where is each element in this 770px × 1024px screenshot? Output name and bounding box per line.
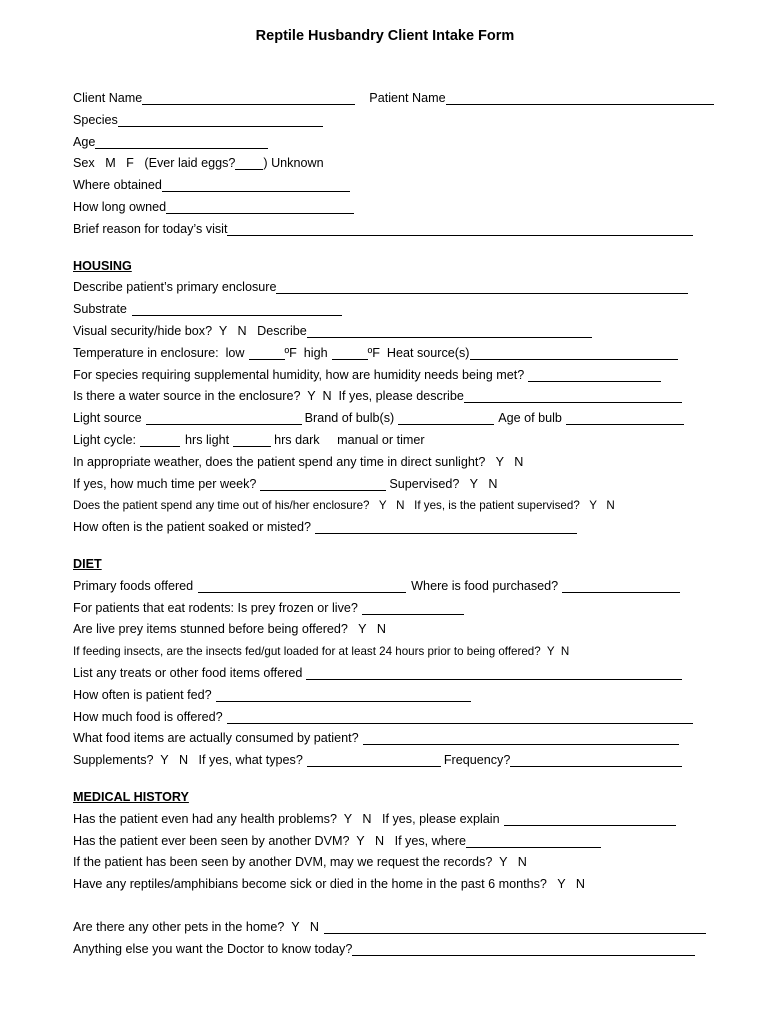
diet-heading: DIET xyxy=(73,556,102,571)
form-title: Reptile Husbandry Client Intake Form xyxy=(255,28,515,44)
treats-field[interactable] xyxy=(306,665,682,680)
age-label: Age xyxy=(73,134,96,149)
sex-label: Sex M F (Ever laid eggs? xyxy=(73,156,236,171)
bulb-age-label: Age of bulb xyxy=(498,411,562,426)
patient-name-field[interactable] xyxy=(446,90,714,105)
how-often-fed-field[interactable] xyxy=(216,687,471,702)
soaked-row xyxy=(73,517,733,539)
light-cycle-label: Light cycle: xyxy=(73,432,136,447)
enclosure-row xyxy=(73,277,733,299)
where-obtained-field[interactable] xyxy=(162,177,350,192)
supervised-label: Supervised? Y N xyxy=(389,476,498,491)
sun-time-row xyxy=(73,474,733,496)
sick-reptiles-row xyxy=(73,874,733,896)
species-row xyxy=(73,110,733,132)
water-label: Is there a water source in the enclosure? Y N If yes, please describe xyxy=(73,389,464,404)
bulb-age-field[interactable] xyxy=(566,410,684,425)
primary-foods-field[interactable] xyxy=(198,578,406,593)
enclosure-field[interactable] xyxy=(276,279,688,294)
temp-low-label: Temperature in enclosure: low xyxy=(73,345,245,360)
light-source-label: Light source xyxy=(73,411,142,426)
sex-row xyxy=(73,153,733,175)
humidity-row xyxy=(73,365,733,387)
how-much-food-field[interactable] xyxy=(227,709,693,724)
humidity-field[interactable] xyxy=(528,367,661,382)
sunlight-label: In appropriate weather, does the patient spend any time in direct sunlight? Y N xyxy=(73,454,524,469)
sick-reptiles-label: Have any reptiles/amphibians become sick or died in the home in the past 6 months? Y N xyxy=(73,877,585,892)
heat-source-label: ºF Heat source(s) xyxy=(367,345,470,360)
temp-high-field[interactable] xyxy=(332,345,368,360)
anything-else-label: Anything else you want the Doctor to know today? xyxy=(73,941,353,956)
other-pets-field[interactable] xyxy=(324,919,706,934)
prey-field[interactable] xyxy=(362,600,464,615)
hours-light-label: hrs light xyxy=(185,432,230,447)
hours-dark-label: hrs dark manual or timer xyxy=(274,432,425,447)
hours-light-field[interactable] xyxy=(140,432,180,447)
sunlight-row xyxy=(73,452,733,474)
reason-row xyxy=(73,219,733,241)
species-field[interactable] xyxy=(118,112,323,127)
where-obtained-label: Where obtained xyxy=(73,178,162,193)
supplements-row xyxy=(73,750,733,772)
other-dvm-row xyxy=(73,831,733,853)
gut-loaded-row xyxy=(73,641,733,663)
gut-loaded-label: If feeding insects, are the insects fed/gut loaded for at least 24 hours prior to being offered? Y N xyxy=(73,645,570,659)
light-source-row xyxy=(73,408,733,430)
out-enclosure-label: Does the patient spend any time out of his/her enclosure? Y N If yes, is the patient supervised? Y N xyxy=(73,499,615,513)
light-cycle-row xyxy=(73,430,733,452)
visual-security-label: Visual security/hide box? Y N Describe xyxy=(73,323,307,338)
prey-row xyxy=(73,598,733,620)
temperature-row xyxy=(73,343,733,365)
bulb-brand-field[interactable] xyxy=(398,410,494,425)
bulb-brand-label: Brand of bulb(s) xyxy=(304,411,395,426)
temp-high-label: ºF high xyxy=(284,345,328,360)
water-row xyxy=(73,386,733,408)
sun-time-field[interactable] xyxy=(260,476,386,491)
stunned-row xyxy=(73,619,733,641)
sun-time-label: If yes, how much time per week? xyxy=(73,476,257,491)
records-row xyxy=(73,852,733,874)
heat-source-field[interactable] xyxy=(470,345,678,360)
health-problems-row xyxy=(73,809,733,831)
anything-else-row xyxy=(73,939,733,961)
frequency-field[interactable] xyxy=(510,752,682,767)
enclosure-label: Describe patient’s primary enclosure xyxy=(73,280,277,295)
health-problems-field[interactable] xyxy=(504,811,676,826)
intake-form xyxy=(73,88,733,960)
substrate-label: Substrate xyxy=(73,302,127,317)
food-purchased-field[interactable] xyxy=(562,578,680,593)
substrate-row xyxy=(73,299,733,321)
species-label: Species xyxy=(73,112,118,127)
other-dvm-field[interactable] xyxy=(466,833,601,848)
supplements-label: Supplements? Y N If yes, what types? xyxy=(73,753,303,768)
sex-unknown-label: ) Unknown xyxy=(263,156,324,171)
how-much-food-label: How much food is offered? xyxy=(73,709,223,724)
records-label: If the patient has been seen by another DVM, may we request the records? Y N xyxy=(73,855,527,870)
patient-name-label: Patient Name xyxy=(369,91,446,105)
how-long-owned-label: How long owned xyxy=(73,199,167,214)
other-dvm-label: Has the patient ever been seen by another DVM? Y N If yes, where xyxy=(73,833,466,848)
where-obtained-row xyxy=(73,175,733,197)
client-name-label: Client Name xyxy=(73,91,143,105)
how-often-fed-label: How often is patient fed? xyxy=(73,687,212,702)
eggs-field[interactable] xyxy=(235,155,263,170)
age-field[interactable] xyxy=(95,134,268,149)
other-pets-label: Are there any other pets in the home? Y N xyxy=(73,919,319,934)
anything-else-field[interactable] xyxy=(352,941,695,956)
soaked-field[interactable] xyxy=(315,519,577,534)
client-name-row xyxy=(73,88,733,110)
reason-field[interactable] xyxy=(227,221,693,236)
water-field[interactable] xyxy=(464,388,682,403)
treats-label: List any treats or other food items offered xyxy=(73,665,303,680)
primary-foods-label: Primary foods offered xyxy=(73,578,194,593)
client-name-field[interactable] xyxy=(142,90,355,105)
medical-heading: MEDICAL HISTORY xyxy=(73,789,189,804)
how-often-fed-row xyxy=(73,685,733,707)
hours-dark-field[interactable] xyxy=(233,432,271,447)
frequency-label: Frequency? xyxy=(443,753,511,768)
substrate-field[interactable] xyxy=(132,301,342,316)
humidity-label: For species requiring supplemental humidity, how are humidity needs being met? xyxy=(73,367,525,382)
treats-row xyxy=(73,663,733,685)
temp-low-field[interactable] xyxy=(249,345,285,360)
consumed-label: What food items are actually consumed by patient? xyxy=(73,731,359,746)
consumed-row xyxy=(73,728,733,750)
how-long-owned-field[interactable] xyxy=(166,199,354,214)
consumed-field[interactable] xyxy=(363,730,679,745)
light-source-field[interactable] xyxy=(146,410,302,425)
how-long-owned-row xyxy=(73,197,733,219)
other-pets-row xyxy=(73,917,733,939)
housing-heading: HOUSING xyxy=(73,258,132,273)
visual-security-field[interactable] xyxy=(307,323,592,338)
stunned-label: Are live prey items stunned before being offered? Y N xyxy=(73,622,386,637)
prey-label: For patients that eat rodents: Is prey frozen or live? xyxy=(73,600,358,615)
supplements-field[interactable] xyxy=(307,752,441,767)
out-enclosure-row xyxy=(73,495,733,517)
age-row xyxy=(73,132,733,154)
how-much-food-row xyxy=(73,707,733,729)
soaked-label: How often is the patient soaked or misted? xyxy=(73,520,312,535)
reason-label: Brief reason for today’s visit xyxy=(73,221,228,236)
health-problems-label: Has the patient even had any health problems? Y N If yes, please explain xyxy=(73,811,500,826)
primary-foods-row xyxy=(73,576,733,598)
food-purchased-label: Where is food purchased? xyxy=(411,578,559,593)
visual-security-row xyxy=(73,321,733,343)
